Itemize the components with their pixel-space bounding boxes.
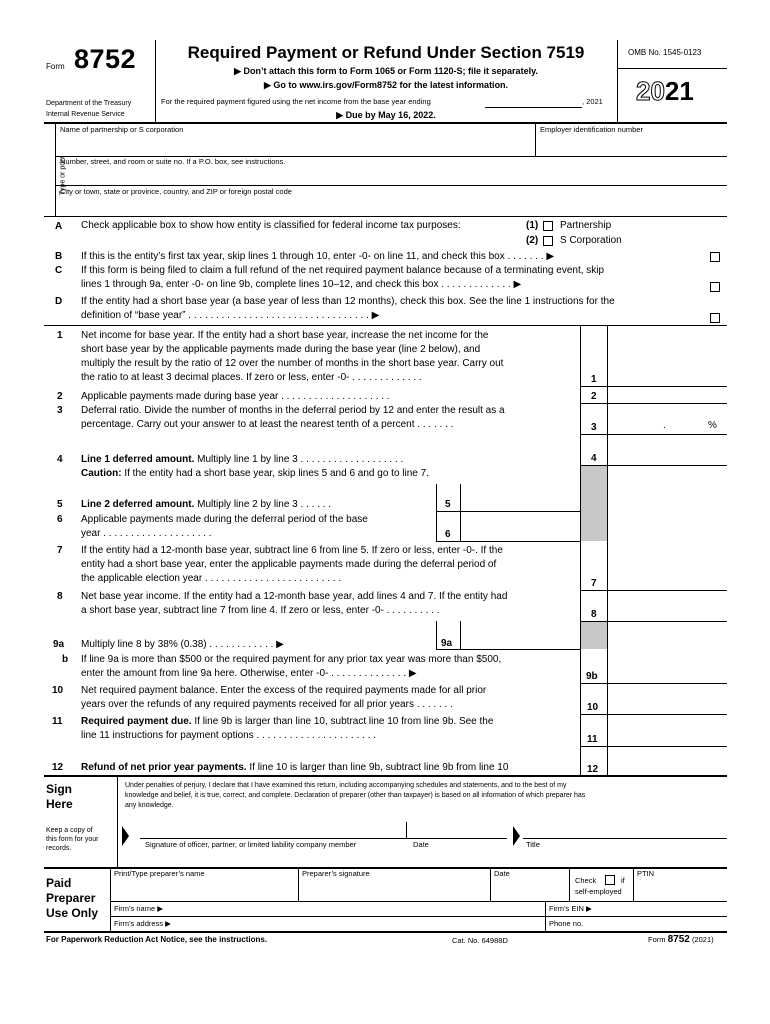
- perjury-line-2: knowledge and belief, it is true, correct, and complete. Declaration of preparer (other than taxpayer) is based on all information of which preparer has: [125, 792, 586, 799]
- website-note: ▶ Go to www.irs.gov/Form8752 for the latest information.: [263, 80, 509, 90]
- box-8-label: 8: [591, 609, 597, 620]
- line-6-text-1: Applicable payments made during the deferral period of the base: [81, 514, 368, 525]
- keep-copy-note: [46, 826, 99, 853]
- line-11-rest: If line 9b is larger than line 10, subtract line 10 from line 9b. See the: [191, 716, 494, 727]
- s-corporation-checkbox[interactable]: [543, 236, 553, 246]
- line-c-letter: C: [55, 265, 63, 276]
- phone-label: Phone no.: [549, 919, 584, 928]
- address-field[interactable]: [58, 166, 724, 184]
- box-12-label: 12: [587, 764, 599, 775]
- footer-form-year: (2021): [691, 935, 714, 944]
- catalog-number: Cat. No. 64988D: [452, 936, 508, 945]
- due-date: ▶ Due by May 16, 2022.: [336, 110, 436, 120]
- line-7-amount[interactable]: [609, 574, 725, 589]
- short-base-year-checkbox[interactable]: [710, 313, 720, 323]
- line-8-number: 8: [57, 591, 63, 602]
- type-or-print-label: Type or print: [59, 156, 67, 195]
- line-9b-text-2: enter the amount from line 9a here. Otherwise, enter -0- . . . . . . . . . . . . . . ▶: [81, 668, 417, 679]
- line-12-rest: If line 10 is larger than line 9b, subtract line 9b from line 10: [246, 762, 509, 773]
- box-11-label: 11: [587, 734, 598, 745]
- line-4-amount[interactable]: [609, 449, 725, 464]
- line-1-text-1: Net income for base year. If the entity had a short base year, increase the net income for the: [81, 330, 489, 341]
- footer-form-number: 8752: [667, 934, 690, 945]
- name-field[interactable]: [58, 134, 533, 154]
- tax-year-bold: 21: [664, 76, 694, 106]
- line-10-text-1: Net required payment balance. Enter the excess of the required payments made for all prior: [81, 685, 487, 696]
- perjury-line-1: Under penalties of perjury, I declare that I have examined this return, including accompanying schedules and statements, and to the best of my: [125, 782, 567, 789]
- line-c-text-2: lines 1 through 9a, enter -0- on line 9b, complete lines 10–12, and check this box . . . . . . . . . . . . . ▶: [81, 279, 522, 290]
- line-9a-amount[interactable]: [462, 633, 578, 648]
- line-4-bold: Line 1 deferred amount.: [81, 454, 195, 465]
- perjury-statement: [125, 781, 725, 811]
- line-3-text-1: Deferral ratio. Divide the number of months in the deferral period by 12 and enter the result as a: [81, 405, 505, 416]
- line-10-amount[interactable]: [609, 698, 725, 713]
- line-12-number: 12: [52, 762, 64, 773]
- keep-copy-line-1: Keep a copy of: [46, 827, 93, 834]
- box-7-label: 7: [591, 578, 597, 589]
- ptin-label: PTIN: [637, 869, 655, 878]
- partnership-label: Partnership: [560, 220, 612, 231]
- preparer-signature-field[interactable]: [302, 880, 488, 900]
- line-b-letter: B: [55, 251, 63, 262]
- form-number: 8752: [74, 44, 137, 74]
- line-7-text-2: entity had a short base year, enter the applicable payments made during the deferral period of: [81, 559, 497, 570]
- keep-copy-line-3: records.: [46, 845, 72, 852]
- address-label: Number, street, and room or suite no. If a P.O. box, see instructions.: [60, 157, 286, 166]
- firm-name-label: Firm’s name ▶: [114, 904, 163, 913]
- line-5-number: 5: [57, 499, 63, 510]
- box-3-label: 3: [591, 422, 597, 433]
- box-2-label: 2: [591, 391, 597, 402]
- line-3-text-2: percentage. Carry out your answer to at least the nearest tenth of a percent . . . . . . .: [81, 419, 454, 430]
- ein-label: Employer identification number: [540, 125, 643, 134]
- line-a-text: Check applicable box to show how entity is classified for federal income tax purposes:: [81, 220, 461, 231]
- phone-field[interactable]: [600, 918, 725, 930]
- check-label: Check: [575, 876, 597, 885]
- line-5-rest: Multiply line 2 by line 3 . . . . . .: [194, 499, 332, 510]
- line-3-percent: %: [708, 420, 717, 431]
- form-word: Form: [46, 62, 65, 71]
- line-a-opt1-num: (1): [526, 220, 539, 231]
- line-8-amount[interactable]: [609, 605, 725, 620]
- box-9b-label: 9b: [586, 671, 598, 682]
- paperwork-notice: For Paperwork Reduction Act Notice, see the instructions.: [46, 935, 268, 944]
- line-1-text-4: the ratio to at least 3 decimal places. If zero or less, enter -0- . . . . . . . . . . . . .: [81, 372, 422, 383]
- terminating-event-checkbox[interactable]: [710, 282, 720, 292]
- s-corporation-label: S Corporation: [560, 235, 622, 246]
- line-6-amount[interactable]: [462, 525, 578, 540]
- city-field[interactable]: [58, 196, 724, 214]
- preparer-word: Preparer: [46, 891, 96, 905]
- line-5-bold: Line 2 deferred amount.: [81, 499, 195, 510]
- line-7-text-1: If the entity had a 12-month base year, subtract line 6 from line 5. If zero or less, enter -0-. If the: [81, 545, 503, 556]
- tax-year-outline: 20: [636, 76, 665, 106]
- line-4-caution: [81, 468, 429, 480]
- line-4-text: [81, 454, 403, 466]
- line-2-text: Applicable payments made during base year . . . . . . . . . . . . . . . . . . . .: [81, 391, 390, 402]
- sign-here-title: [46, 782, 73, 812]
- line-9b-text-1: If line 9a is more than $500 or the required payment for any prior tax year was more than $500,: [81, 654, 502, 665]
- if-label: if: [621, 876, 625, 885]
- shaded-area-9a: [581, 622, 607, 649]
- line-9b-number: b: [62, 654, 69, 665]
- partnership-checkbox[interactable]: [543, 221, 553, 231]
- period-field[interactable]: [485, 107, 582, 108]
- ein-field[interactable]: [538, 134, 724, 154]
- line-a-letter: A: [55, 221, 63, 232]
- name-label: Name of partnership or S corporation: [60, 125, 184, 134]
- line-3-number: 3: [57, 405, 63, 416]
- line-6-text-2: year . . . . . . . . . . . . . . . . . . . .: [81, 528, 212, 539]
- line-10-number: 10: [52, 685, 64, 696]
- here-word: Here: [46, 797, 73, 811]
- line-11-number: 11: [52, 716, 63, 727]
- form-title: Required Payment or Refund Under Section 7519: [187, 43, 585, 62]
- line-5-text: [81, 499, 331, 511]
- line-12-bold: Refund of net prior year payments.: [81, 762, 247, 773]
- box-10-label: 10: [587, 702, 599, 713]
- box-1-label: 1: [591, 374, 597, 385]
- line-a-opt2-num: (2): [526, 235, 539, 246]
- attach-note: ▶ Don’t attach this form to Form 1065 or Form 1120-S; file it separately.: [234, 66, 538, 76]
- box-9a-label: 9a: [441, 638, 453, 649]
- sign-arrow-icon: [122, 826, 129, 846]
- line-4-caution-bold: Caution:: [81, 468, 122, 479]
- title-label: Title: [526, 840, 540, 849]
- line-b-text: If this is the entity’s first tax year, skip lines 1 through 10, enter -0- on line 11, and check this box . . . . . . . ▶: [81, 251, 555, 262]
- line-4-number: 4: [57, 454, 63, 465]
- box-5-label: 5: [445, 499, 451, 510]
- line-11-bold: Required payment due.: [81, 716, 192, 727]
- title-arrow-icon: [513, 826, 520, 846]
- tax-year: [636, 76, 694, 107]
- preparer-name-label: Print/Type preparer’s name: [114, 869, 205, 878]
- line-9a-text: Multiply line 8 by 38% (0.38) . . . . . . . . . . . . ▶: [81, 639, 284, 650]
- box-6-label: 6: [445, 529, 451, 540]
- sign-word: Sign: [46, 782, 72, 796]
- line-3-decimal: .: [663, 420, 666, 431]
- line-12-text: [81, 762, 508, 774]
- officer-title-field[interactable]: [523, 822, 725, 838]
- line-1-text-2: short base year by the applicable payments made during the base year (line 2 below), and: [81, 344, 481, 355]
- firm-name-field[interactable]: [190, 903, 540, 915]
- omb-number: OMB No. 1545-0123: [628, 48, 702, 57]
- footer-form-id: [648, 934, 714, 945]
- line-9b-amount[interactable]: [609, 667, 725, 682]
- line-9a-number: 9a: [53, 639, 65, 650]
- date-label: Date: [413, 840, 429, 849]
- period-year: , 2021: [582, 97, 603, 106]
- line-11-amount[interactable]: [609, 730, 725, 745]
- line-d-text-1: If the entity had a short base year (a base year of less than 12 months), check this box. See the line 1 instructions for the: [81, 296, 615, 307]
- paid-preparer-title: [46, 876, 98, 921]
- use-only-word: Use Only: [46, 906, 99, 920]
- line-2-amount[interactable]: [609, 388, 725, 402]
- line-8-text-2: a short base year, subtract line 7 from line 4. If zero or less, enter -0- . . . . . . . . . .: [81, 605, 440, 616]
- line-4-caution-rest: If the entity had a short base year, skip lines 5 and 6 and go to line 7.: [121, 468, 429, 479]
- footer-form-word: Form: [648, 935, 666, 944]
- line-d-letter: D: [55, 296, 63, 307]
- paid-word: Paid: [46, 876, 72, 890]
- line-11-text-2: line 11 instructions for payment options . . . . . . . . . . . . . . . . . . . . . .: [81, 730, 376, 741]
- shaded-area-5-6: [581, 465, 607, 541]
- preparer-date-label: Date: [494, 869, 510, 878]
- box-4-label: 4: [591, 453, 597, 464]
- signature-label: Signature of officer, partner, or limited liability company member: [145, 840, 357, 849]
- line-5-amount[interactable]: [462, 495, 578, 510]
- firm-address-field[interactable]: [190, 918, 540, 930]
- perjury-line-3: any knowledge.: [125, 802, 174, 809]
- line-2-number: 2: [57, 391, 63, 402]
- officer-signature-field[interactable]: [140, 822, 405, 838]
- line-1-text-3: multiply the result by the ratio of 12 over the number of months in the short base year. Carry out: [81, 358, 504, 369]
- firm-address-label: Firm’s address ▶: [114, 919, 171, 928]
- preparer-signature-label: Preparer’s signature: [302, 869, 370, 878]
- ptin-field[interactable]: [637, 880, 725, 900]
- line-7-number: 7: [57, 545, 63, 556]
- irs-line: Internal Revenue Service: [46, 111, 125, 118]
- city-label: City or town, state or province, country, and ZIP or foreign postal code: [60, 187, 292, 196]
- first-tax-year-checkbox[interactable]: [710, 252, 720, 262]
- line-11-text-1: [81, 716, 493, 728]
- keep-copy-line-2: this form for your: [46, 836, 99, 843]
- line-1-amount[interactable]: [609, 370, 725, 385]
- preparer-date-field[interactable]: [494, 880, 566, 900]
- officer-date-field[interactable]: [410, 822, 508, 838]
- firm-ein-field[interactable]: [605, 903, 725, 915]
- period-text: For the required payment figured using the net income from the base year ending: [161, 97, 431, 106]
- line-c-text-1: If this form is being filed to claim a full refund of the net required payment balance because of a terminating event, skip: [81, 265, 605, 276]
- self-employed-checkbox[interactable]: [605, 875, 615, 885]
- line-d-text-2: definition of “base year” . . . . . . . . . . . . . . . . . . . . . . . . . . . . . . . . . ▶: [81, 310, 380, 321]
- line-6-number: 6: [57, 514, 63, 525]
- department-line: Department of the Treasury: [46, 100, 132, 107]
- line-7-text-3: the applicable election year . . . . . . . . . . . . . . . . . . . . . . . . .: [81, 573, 342, 584]
- firm-ein-label: Firm’s EIN ▶: [549, 904, 592, 913]
- self-employed-label: self-employed: [575, 887, 622, 896]
- line-1-number: 1: [57, 330, 63, 341]
- line-10-text-2: years over the refunds of any required payments received for all prior years . . . . . . .: [81, 699, 453, 710]
- preparer-name-field[interactable]: [114, 880, 296, 900]
- line-12-amount[interactable]: [609, 760, 725, 774]
- line-4-rest: Multiply line 1 by line 3 . . . . . . . . . . . . . . . . . . .: [194, 454, 404, 465]
- line-8-text-1: Net base year income. If the entity had a 12-month base year, add lines 4 and 7. If the entity had: [81, 591, 508, 602]
